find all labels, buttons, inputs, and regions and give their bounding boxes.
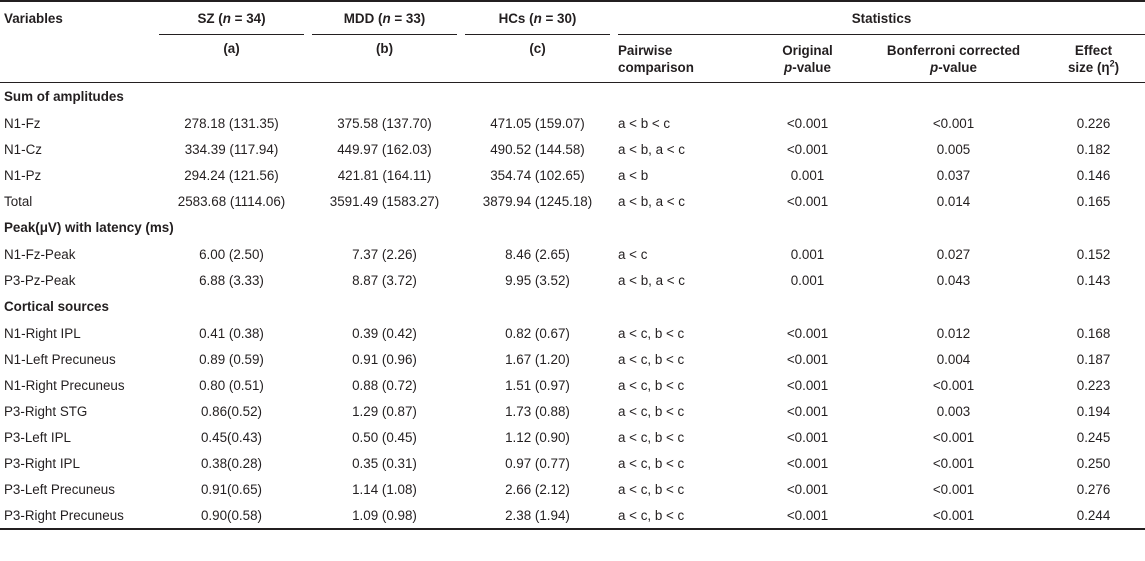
group-letter-b: (b)	[308, 35, 461, 83]
table-row	[0, 162, 1145, 188]
bonferroni-p-value: 0.012	[936, 325, 971, 341]
bonferroni-p-value: <0.001	[932, 481, 975, 497]
hc-value: 1.67 (1.20)	[505, 351, 570, 367]
variable-name: P3-Pz-Peak	[4, 272, 76, 288]
table-body	[0, 83, 1145, 530]
table-row	[0, 110, 1145, 136]
header-row-groups	[0, 1, 1145, 35]
bonferroni-p-value: 0.005	[936, 141, 971, 157]
mdd-value: 449.97 (162.03)	[337, 141, 432, 157]
sz-value: 0.41 (0.38)	[199, 325, 264, 341]
original-p-value: <0.001	[750, 502, 865, 529]
effect-size: 0.276	[1076, 481, 1111, 497]
original-p-value: <0.001	[786, 325, 829, 341]
effect-size-header: Effect size $(\eta^2)$	[1042, 35, 1145, 83]
sz-value: 6.88 (3.33)	[199, 272, 264, 288]
original-p-value: <0.001	[786, 429, 829, 445]
sz-value: 0.86(0.52)	[200, 403, 263, 419]
table-row	[0, 450, 1145, 476]
hc-value: 354.74 (102.65)	[490, 167, 585, 183]
pairwise-comparison: a < b, a < c	[618, 272, 685, 288]
group-letter-c: (c)	[461, 35, 614, 83]
bonferroni-p-value: <0.001	[932, 377, 975, 393]
hc-value: 2.66 (2.12)	[505, 481, 570, 497]
hc-value: 1.51 (0.97)	[505, 377, 570, 393]
pairwise-comparison: a < c, b < c	[618, 351, 685, 367]
original-p-value: <0.001	[786, 115, 829, 131]
hc-value: 0.82 (0.67)	[505, 325, 570, 341]
table-row	[0, 136, 1145, 162]
sz-value: 278.18 (131.35)	[184, 115, 279, 131]
pairwise-comparison: a < c, b < c	[618, 325, 685, 341]
group-letter-a: (a)	[155, 35, 308, 83]
variable-name: N1-Right Precuneus	[4, 377, 125, 393]
section-title: Cortical sources	[4, 299, 109, 314]
original-p-value: 0.001	[790, 272, 825, 288]
hc-value: 1.73 (0.88)	[505, 403, 570, 419]
pairwise-comparison: a < b, a < c	[618, 141, 685, 157]
sz-value: 294.24 (121.56)	[184, 167, 279, 183]
sz-value: 6.00 (2.50)	[199, 246, 264, 262]
sz-value: 0.38(0.28)	[200, 455, 263, 471]
section-title: Sum of amplitudes	[4, 89, 124, 104]
effect-size: 0.194	[1076, 403, 1111, 419]
hc-value: 0.97 (0.77)	[505, 455, 570, 471]
group-header-sz: SZ (n = 34)	[155, 1, 308, 35]
pairwise-comparison: a < c, b < c	[618, 481, 685, 497]
mdd-value: 375.58 (137.70)	[337, 115, 432, 131]
bonferroni-p-value: <0.001	[932, 455, 975, 471]
pairwise-comparison: a < c, b < c	[618, 429, 685, 445]
mdd-value: 8.87 (3.72)	[352, 272, 417, 288]
original-p-value: <0.001	[786, 193, 829, 209]
original-p-value: <0.001	[786, 351, 829, 367]
table-row	[0, 188, 1145, 214]
hc-value: 3879.94 (1245.18)	[482, 193, 593, 209]
group-header-hcs: HCs (n = 30)	[461, 1, 614, 35]
table-row	[0, 372, 1145, 398]
variable-name: P3-Left IPL	[4, 429, 71, 445]
original-p-value: <0.001	[786, 377, 829, 393]
mdd-value: 3591.49 (1583.27)	[329, 193, 440, 209]
header-row-columns	[0, 35, 1145, 83]
variable-name: Total	[4, 193, 33, 209]
effect-size: 0.245	[1076, 429, 1111, 445]
sz-value: 0.45(0.43)	[200, 429, 263, 445]
mdd-value: 1.14 (1.08)	[352, 481, 417, 497]
original-p-value: 0.001	[790, 246, 825, 262]
hc-value: 8.46 (2.65)	[505, 246, 570, 262]
variable-name: N1-Cz	[4, 141, 42, 157]
bonferroni-p-value: 0.037	[936, 167, 971, 183]
table-row	[0, 502, 1145, 529]
bonferroni-p-value: 0.043	[936, 272, 971, 288]
effect-size: 0.226	[1076, 115, 1111, 131]
table-row	[0, 320, 1145, 346]
section-title: Peak(μV) with latency (ms)	[4, 220, 174, 235]
variable-name: N1-Left Precuneus	[4, 351, 116, 367]
group-header-mdd: MDD (n = 33)	[308, 1, 461, 35]
variable-name: N1-Pz	[4, 167, 42, 183]
sz-value: 0.80 (0.51)	[199, 377, 264, 393]
effect-size: 0.244	[1042, 502, 1145, 529]
statistics-header: Statistics	[614, 1, 1145, 35]
hc-value: 490.52 (144.58)	[490, 141, 585, 157]
table-row	[0, 424, 1145, 450]
table-row	[0, 398, 1145, 424]
variable-name: P3-Right Precuneus	[0, 502, 155, 529]
table-row	[0, 346, 1145, 372]
table-row	[0, 241, 1145, 267]
sz-value: 0.91(0.65)	[200, 481, 263, 497]
variable-name: N1-Right IPL	[4, 325, 81, 341]
original-p-value: <0.001	[786, 403, 829, 419]
variable-name: P3-Right IPL	[4, 455, 80, 471]
mdd-value: 0.35 (0.31)	[352, 455, 417, 471]
effect-size: 0.223	[1076, 377, 1111, 393]
hc-value: 471.05 (159.07)	[490, 115, 585, 131]
pairwise-comparison: a < b < c	[618, 115, 671, 131]
variable-name: P3-Right STG	[4, 403, 88, 419]
section-row	[0, 293, 1145, 320]
bonferroni-p-value-header: Bonferroni corrected p-value	[865, 35, 1042, 83]
pairwise-comparison-header: Pairwise comparison	[614, 35, 750, 83]
original-p-value: <0.001	[786, 455, 829, 471]
variable-name: P3-Left Precuneus	[4, 481, 115, 497]
bonferroni-p-value: <0.001	[932, 429, 975, 445]
hc-value: 2.38 (1.94)	[461, 502, 614, 529]
table-row	[0, 267, 1145, 293]
pairwise-comparison: a < b, a < c	[618, 193, 685, 209]
mdd-value: 0.91 (0.96)	[352, 351, 417, 367]
hc-value: 9.95 (3.52)	[505, 272, 570, 288]
pairwise-comparison: a < c, b < c	[618, 455, 685, 471]
effect-size: 0.250	[1076, 455, 1111, 471]
effect-size: 0.146	[1076, 167, 1111, 183]
section-row	[0, 83, 1145, 111]
sz-value: 334.39 (117.94)	[184, 141, 279, 157]
effect-size: 0.152	[1076, 246, 1111, 262]
bonferroni-p-value: 0.003	[936, 403, 971, 419]
pairwise-comparison: a < b	[618, 167, 649, 183]
table-row	[0, 476, 1145, 502]
mdd-value: 7.37 (2.26)	[352, 246, 417, 262]
sz-value: 0.89 (0.59)	[199, 351, 264, 367]
pairwise-comparison: a < c	[618, 246, 648, 262]
bonferroni-p-value: 0.027	[936, 246, 971, 262]
pairwise-comparison: a < c, b < c	[614, 502, 750, 529]
section-row	[0, 214, 1145, 241]
original-p-value-header: Original p-value	[750, 35, 865, 83]
bonferroni-p-value: 0.014	[936, 193, 971, 209]
pairwise-comparison: a < c, b < c	[618, 377, 685, 393]
variables-header: Variables	[4, 11, 63, 26]
original-p-value: <0.001	[786, 481, 829, 497]
variable-name: N1-Fz	[4, 115, 41, 131]
sz-value: 0.90(0.58)	[155, 502, 308, 529]
effect-size: 0.143	[1076, 272, 1111, 288]
bonferroni-p-value: <0.001	[932, 115, 975, 131]
pairwise-comparison: a < c, b < c	[618, 403, 685, 419]
original-p-value: <0.001	[786, 141, 829, 157]
bonferroni-p-value: 0.004	[936, 351, 971, 367]
mdd-value: 421.81 (164.11)	[337, 167, 432, 183]
effect-size: 0.165	[1076, 193, 1111, 209]
mdd-value: 1.09 (0.98)	[308, 502, 461, 529]
mdd-value: 1.29 (0.87)	[352, 403, 417, 419]
bonferroni-p-value: <0.001	[865, 502, 1042, 529]
variable-name: N1-Fz-Peak	[4, 246, 76, 262]
hc-value: 1.12 (0.90)	[505, 429, 570, 445]
mdd-value: 0.39 (0.42)	[352, 325, 417, 341]
original-p-value: 0.001	[790, 167, 825, 183]
variables-header-blank	[0, 35, 155, 83]
effect-size: 0.182	[1076, 141, 1111, 157]
effect-size: 0.168	[1076, 325, 1111, 341]
sz-value: 2583.68 (1114.06)	[177, 193, 286, 209]
mdd-value: 0.50 (0.45)	[352, 429, 417, 445]
effect-size: 0.187	[1076, 351, 1111, 367]
mdd-value: 0.88 (0.72)	[352, 377, 417, 393]
